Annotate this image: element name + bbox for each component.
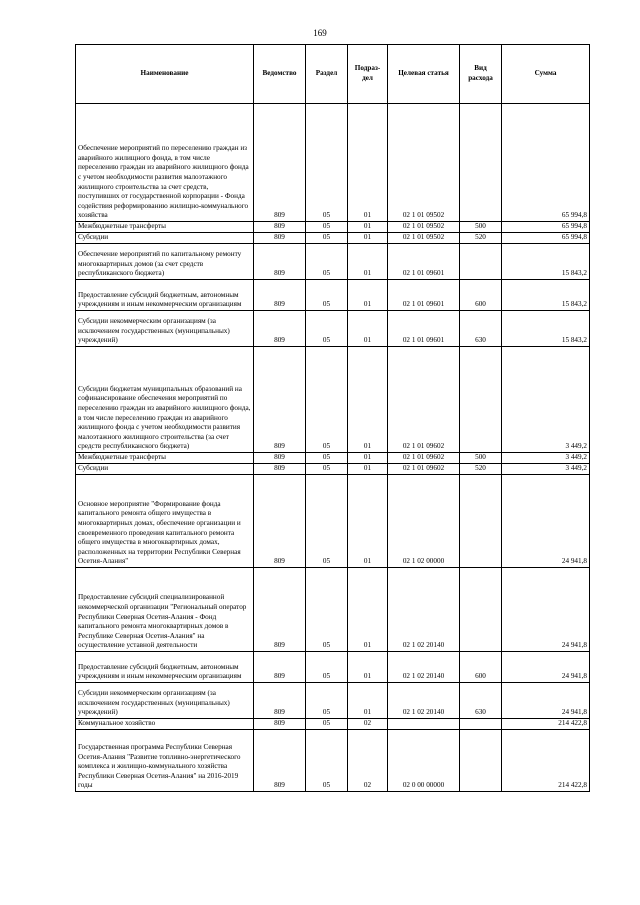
row-vid	[460, 719, 502, 730]
row-article: 02 1 01 09502	[388, 233, 460, 244]
row-sum: 214 422,8	[502, 730, 590, 792]
row-razdel: 05	[306, 280, 348, 311]
table-header-row	[76, 45, 590, 104]
row-sum: 24 941,8	[502, 652, 590, 683]
header-vid: Вид расхода	[460, 45, 502, 104]
row-razdel: 05	[306, 652, 348, 683]
row-podrazdel: 01	[348, 464, 388, 475]
table-row	[76, 311, 590, 347]
row-razdel: 05	[306, 464, 348, 475]
row-razdel: 05	[306, 233, 348, 244]
row-podrazdel: 01	[348, 347, 388, 453]
row-sum: 3 449,2	[502, 453, 590, 464]
row-vedomstvo: 809	[254, 244, 306, 280]
row-article: 02 1 01 09502	[388, 222, 460, 233]
row-razdel: 05	[306, 683, 348, 719]
table-row	[76, 475, 590, 568]
row-article: 02 1 01 09602	[388, 453, 460, 464]
row-sum: 3 449,2	[502, 347, 590, 453]
row-vedomstvo: 809	[254, 475, 306, 568]
row-article: 02 1 02 00000	[388, 475, 460, 568]
row-vedomstvo: 809	[254, 347, 306, 453]
row-name: Субсидии бюджетам муниципальных образований на софинансирование обеспечения мероприятий по переселению граждан из аварийного жилищного фонда, в том числе переселению граждан из аварийного жилищного фонда с учетом необходимости развития малоэтажного жилищного строительства (за счет средств республиканского бюджета)	[76, 347, 254, 453]
row-razdel: 05	[306, 475, 348, 568]
row-vedomstvo: 809	[254, 104, 306, 222]
table-row	[76, 683, 590, 719]
row-podrazdel: 01	[348, 568, 388, 652]
row-razdel: 05	[306, 347, 348, 453]
row-vid	[460, 104, 502, 222]
row-razdel: 05	[306, 453, 348, 464]
row-article: 02 1 01 09602	[388, 464, 460, 475]
table-row	[76, 453, 590, 464]
row-podrazdel: 01	[348, 475, 388, 568]
row-sum: 24 941,8	[502, 475, 590, 568]
row-article: 02 1 01 09601	[388, 244, 460, 280]
row-vid: 630	[460, 683, 502, 719]
row-vedomstvo: 809	[254, 453, 306, 464]
header-sum: Сумма	[502, 45, 590, 104]
row-vedomstvo: 809	[254, 311, 306, 347]
row-podrazdel: 01	[348, 453, 388, 464]
table-row	[76, 652, 590, 683]
row-sum: 15 843,2	[502, 311, 590, 347]
table-row	[76, 730, 590, 792]
table-row	[76, 280, 590, 311]
row-razdel: 05	[306, 568, 348, 652]
row-razdel: 05	[306, 730, 348, 792]
row-vedomstvo: 809	[254, 233, 306, 244]
row-podrazdel: 01	[348, 104, 388, 222]
row-sum: 24 941,8	[502, 683, 590, 719]
row-podrazdel: 01	[348, 280, 388, 311]
row-podrazdel: 02	[348, 719, 388, 730]
row-article: 02 1 01 09602	[388, 347, 460, 453]
row-vedomstvo: 809	[254, 464, 306, 475]
row-vid	[460, 347, 502, 453]
row-article: 02 1 01 09601	[388, 311, 460, 347]
row-name: Предоставление субсидий специализированной некоммерческой организации "Региональный оператор Республики Северная Осетия-Алания - Фонд капитального ремонта многоквартирных домов в Республике Северная Осетия-Алания" на осуществление уставной деятельности	[76, 568, 254, 652]
row-vid: 600	[460, 280, 502, 311]
row-razdel: 05	[306, 104, 348, 222]
row-vid: 630	[460, 311, 502, 347]
row-article: 02 1 02 20140	[388, 652, 460, 683]
row-sum: 65 994,8	[502, 104, 590, 222]
row-sum: 65 994,8	[502, 222, 590, 233]
row-article	[388, 719, 460, 730]
row-name: Предоставление субсидий бюджетным, автономным учреждениям и иным некоммерческим организациям	[76, 652, 254, 683]
row-article: 02 1 01 09601	[388, 280, 460, 311]
row-name: Государственная программа Республики Северная Осетия-Алания "Развитие топливно-энергетического комплекса и жилищно-коммунального хозяйства Республики Северная Осетия-Алания" на 2016-2019 годы	[76, 730, 254, 792]
row-vid: 600	[460, 652, 502, 683]
row-podrazdel: 01	[348, 311, 388, 347]
row-podrazdel: 01	[348, 244, 388, 280]
row-article: 02 1 02 20140	[388, 568, 460, 652]
row-article: 02 1 02 20140	[388, 683, 460, 719]
row-podrazdel: 01	[348, 233, 388, 244]
row-sum: 15 843,2	[502, 280, 590, 311]
row-vid: 500	[460, 453, 502, 464]
row-razdel: 05	[306, 311, 348, 347]
row-podrazdel: 01	[348, 652, 388, 683]
budget-table	[75, 44, 590, 792]
row-vid: 500	[460, 222, 502, 233]
row-sum: 65 994,8	[502, 233, 590, 244]
row-razdel: 05	[306, 719, 348, 730]
row-vid	[460, 730, 502, 792]
row-vid: 520	[460, 464, 502, 475]
row-vedomstvo: 809	[254, 719, 306, 730]
row-name: Обеспечение мероприятий по переселению граждан из аварийного жилищного фонда, в том числе переселению граждан из аварийного жилищного фонда с учетом необходимости развития малоэтажного жилищного строительства за счет средств, поступивших от государственной корпорации - Фонда содействия реформированию жилищно-коммунального хозяйства	[76, 104, 254, 222]
row-razdel: 05	[306, 222, 348, 233]
table-row	[76, 464, 590, 475]
row-name: Субсидии некоммерческим организациям (за исключением государственных (муниципальных) учреждений)	[76, 311, 254, 347]
row-article: 02 1 01 09502	[388, 104, 460, 222]
row-vid: 520	[460, 233, 502, 244]
row-name: Обеспечение мероприятий по капитальному ремонту многоквартирных домов (за счет средств республиканского бюджета)	[76, 244, 254, 280]
header-article: Целевая статья	[388, 45, 460, 104]
row-sum: 214 422,8	[502, 719, 590, 730]
row-sum: 3 449,2	[502, 464, 590, 475]
table-row	[76, 568, 590, 652]
row-vedomstvo: 809	[254, 730, 306, 792]
table-row	[76, 233, 590, 244]
row-vedomstvo: 809	[254, 222, 306, 233]
row-podrazdel: 01	[348, 222, 388, 233]
row-name: Коммунальное хозяйство	[76, 719, 254, 730]
table-row	[76, 347, 590, 453]
row-sum: 24 941,8	[502, 568, 590, 652]
header-razdel: Раздел	[306, 45, 348, 104]
row-podrazdel: 02	[348, 730, 388, 792]
row-article: 02 0 00 00000	[388, 730, 460, 792]
row-sum: 15 843,2	[502, 244, 590, 280]
row-vedomstvo: 809	[254, 683, 306, 719]
header-name: Наименование	[76, 45, 254, 104]
header-vedomstvo: Ведомство	[254, 45, 306, 104]
row-vid	[460, 568, 502, 652]
row-vedomstvo: 809	[254, 652, 306, 683]
row-name: Предоставление субсидий бюджетным, автономным учреждениям и иным некоммерческим организациям	[76, 280, 254, 311]
row-name: Субсидии	[76, 464, 254, 475]
header-podrazdel: Подраз- дел	[348, 45, 388, 104]
row-name: Основное мероприятие "Формирование фонда капитального ремонта общего имущества в многоквартирных домах, обеспечение организации и своевременного проведения капитального ремонта общего имущества в многоквартирных домах, расположенных на территории Республики Северная Осетия-Алания"	[76, 475, 254, 568]
table-row	[76, 719, 590, 730]
table-row	[76, 104, 590, 222]
row-vedomstvo: 809	[254, 280, 306, 311]
table-row	[76, 222, 590, 233]
row-podrazdel: 01	[348, 683, 388, 719]
row-vedomstvo: 809	[254, 568, 306, 652]
row-name: Межбюджетные трансферты	[76, 222, 254, 233]
row-vid	[460, 244, 502, 280]
row-razdel: 05	[306, 244, 348, 280]
row-name: Субсидии	[76, 233, 254, 244]
row-name: Субсидии некоммерческим организациям (за исключением государственных (муниципальных) учреждений)	[76, 683, 254, 719]
page-number: 169	[313, 28, 327, 38]
row-vid	[460, 475, 502, 568]
row-name: Межбюджетные трансферты	[76, 453, 254, 464]
table-row	[76, 244, 590, 280]
